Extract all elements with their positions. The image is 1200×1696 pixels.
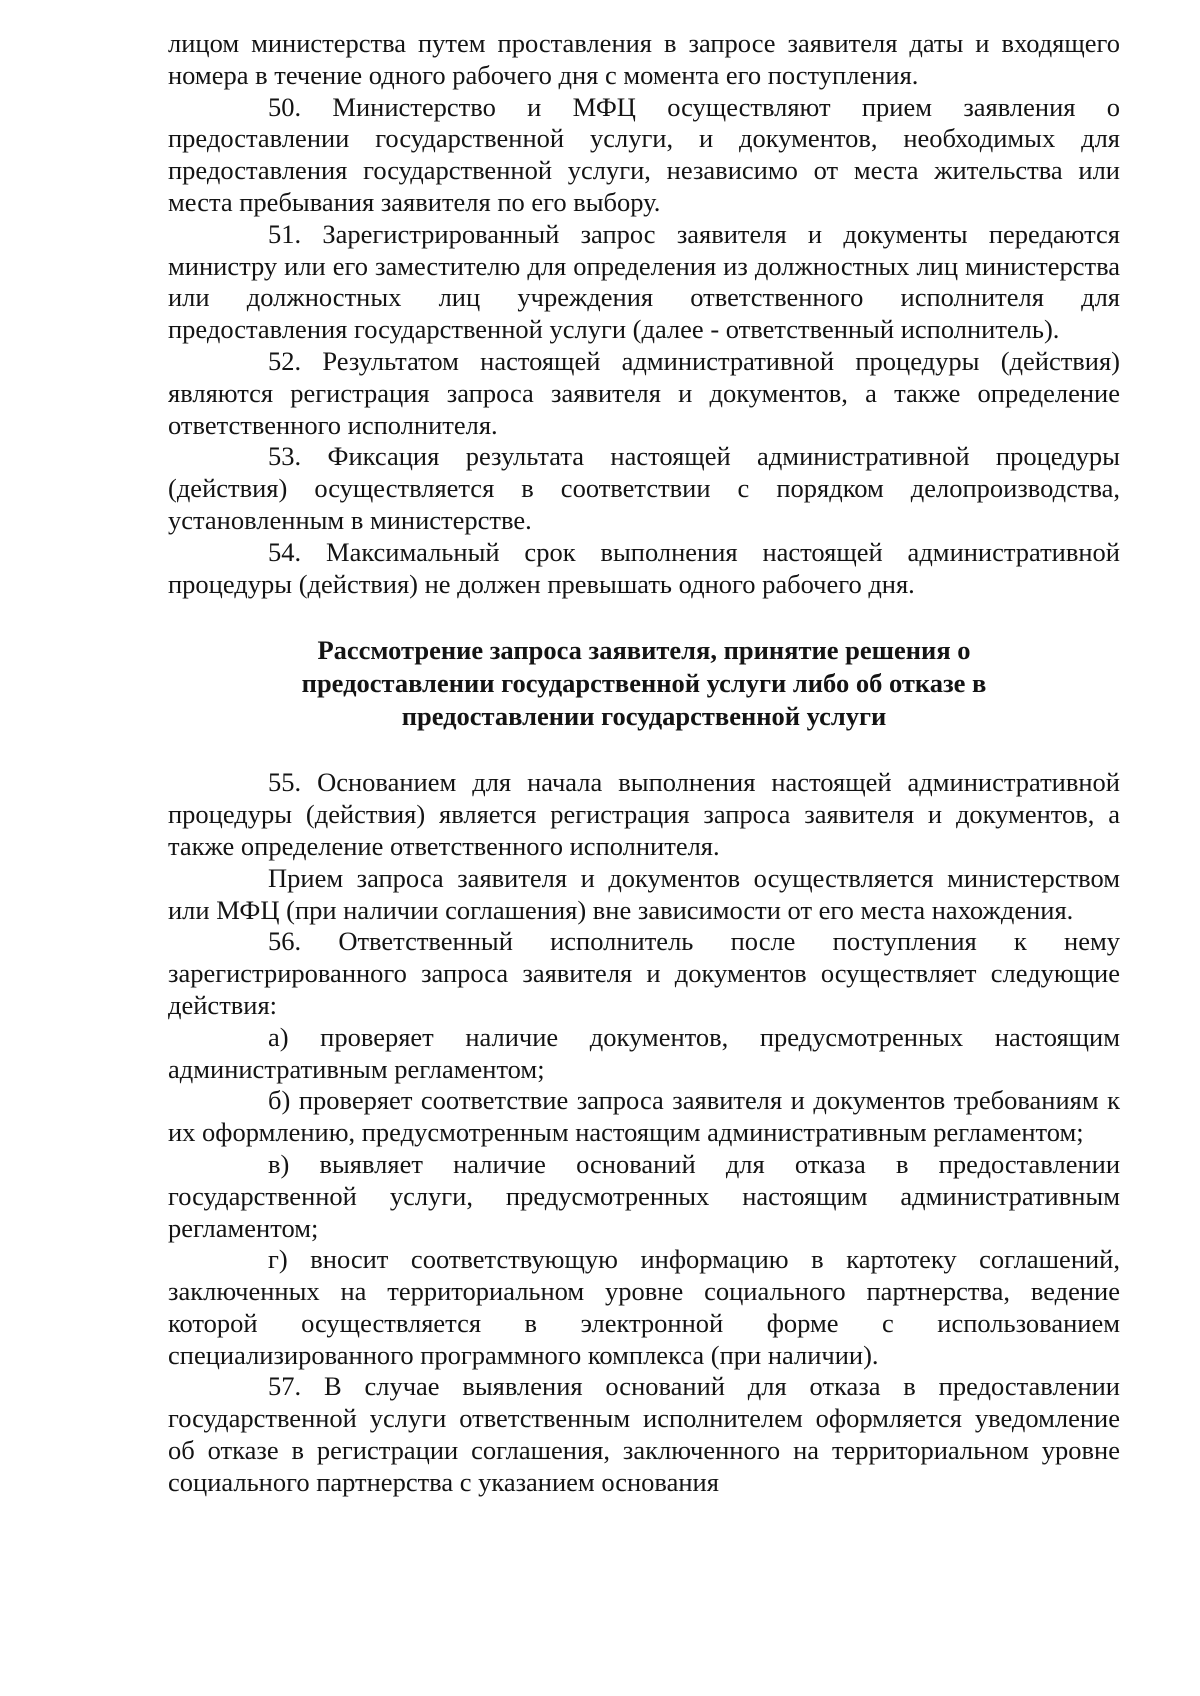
paragraph-51: 51. Зарегистрированный запрос заявителя и документы передаются министру или его заместителю для определения из должностных лиц министерства или должностных лиц учреждения ответственного исполнителя для предоставления государственной услуги (далее - ответственный исполнитель). (168, 218, 1120, 345)
paragraph-continuation: лицом министерства путем проставления в запросе заявителя даты и входящего номера в течение одного рабочего дня с момента его поступления. (168, 28, 1120, 90)
paragraph-52: 52. Результатом настоящей административной процедуры (действия) являются регистрация запроса заявителя и документов, а также определение ответственного исполнителя. (168, 345, 1120, 440)
list-item-g: г) вносит соответствующую информацию в картотеку соглашений, заключенных на территориальном уровне социального партнерства, ведение которой осуществляется в электронной форме с использованием специализированного программного комплекса (при наличии). (168, 1244, 1120, 1370)
paragraph-54: 54. Максимальный срок выполнения настоящей административной процедуры (действия) не должен превышать одного рабочего дня. (168, 536, 1120, 599)
paragraph-55: 55. Основанием для начала выполнения настоящей административной процедуры (действия) является регистрация запроса заявителя и документов, а также определение ответственного исполнителя. (168, 767, 1120, 861)
section-heading: Рассмотрение запроса заявителя, принятие решения о предоставлении государственной услуги либо об отказе в предоставлении государственной услуги (301, 635, 987, 732)
paragraph-57: 57. В случае выявления оснований для отказа в предоставлении государственной услуги ответственным исполнителем оформляется уведомление об отказе в регистрации соглашения, заключенного на территориальном уровне социального партнерства с указанием основания (168, 1371, 1120, 1497)
paragraph-53: 53. Фиксация результата настоящей административной процедуры (действия) осуществляется в соответствии с порядком делопроизводства, установленным в министерстве. (168, 441, 1120, 535)
document-page (168, 28, 1120, 1499)
paragraph-56: 56. Ответственный исполнитель после поступления к нему зарегистрированного запроса заявителя и документов осуществляет следующие действия: (168, 926, 1120, 1020)
paragraph-55-continued: Прием запроса заявителя и документов осуществляется министерством или МФЦ (при наличии соглашения) вне зависимости от его места нахождения. (168, 862, 1120, 925)
paragraph-50: 50. Министерство и МФЦ осуществляют прием заявления о предоставлении государственной услуги, и документов, необходимых для предоставления государственной услуги, независимо от места жительства или места пребывания заявителя по его выбору. (168, 91, 1120, 217)
list-item-v: в) выявляет наличие оснований для отказа в предоставлении государственной услуги, предусмотренных настоящим административным регламентом; (168, 1148, 1120, 1243)
list-item-b: б) проверяет соответствие запроса заявителя и документов требованиям к их оформлению, предусмотренным настоящим административным регламентом; (168, 1085, 1120, 1148)
list-item-a: а) проверяет наличие документов, предусмотренных настоящим административным регламентом; (168, 1021, 1120, 1084)
